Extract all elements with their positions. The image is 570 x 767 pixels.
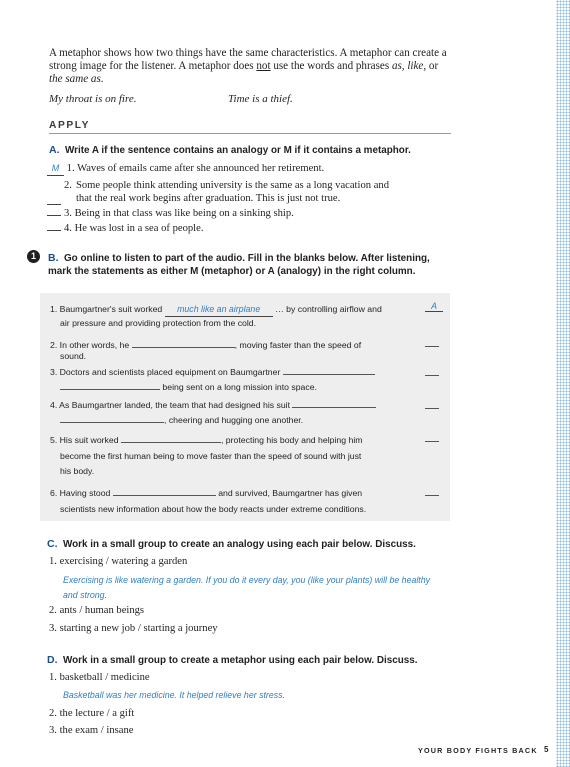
audio-track-icon[interactable]: 1 <box>27 250 40 263</box>
listening-item-2: 2. In other words, he , moving faster than the speed of <box>50 340 362 350</box>
analogy-pair-2: 2. ants / human beings <box>49 605 145 616</box>
fill-blank[interactable] <box>132 338 235 348</box>
page-number: 5 <box>544 745 549 754</box>
exercise-a-item-2: 2. Some people think attending university is the same as a long vacation and that the real work begins after graduation. This is just not true. <box>47 180 447 205</box>
exercise-a-item-1: M 1. Waves of emails came after she announced her retirement. <box>47 162 447 176</box>
listening-item-6-cont: scientists new information about how the body reacts under extreme conditions. <box>60 504 367 514</box>
section-c-instruction: C. Work in a small group to create an analogy using each pair below. Discuss. <box>47 538 416 550</box>
listening-item-3-cont: being sent on a long mission into space. <box>60 380 317 394</box>
mark-blank-4[interactable] <box>425 408 439 409</box>
listening-item-5-cont2: his body. <box>60 466 95 476</box>
listening-item-3: 3. Doctors and scientists placed equipment on Baumgartner <box>50 365 375 379</box>
listening-item-5-cont: become the first human being to move faster than the speed of sound with just <box>60 451 362 461</box>
exercise-a-item-4: 4. He was lost in a sea of people. <box>47 223 447 236</box>
mark-blank-3[interactable] <box>425 375 439 376</box>
analogy-example-answer: Exercising is like watering a garden. If you do it every day, you (like your plants) will be healthy and strong. <box>63 575 431 600</box>
mark-blank-1[interactable]: A <box>425 301 443 312</box>
fill-blank[interactable] <box>113 486 216 496</box>
answer-blank[interactable] <box>47 230 61 231</box>
section-d-instruction: D. Work in a small group to create a metaphor using each pair below. Discuss. <box>47 654 418 666</box>
intro-paragraph: A metaphor shows how two things have the same characteristics. A metaphor can create a strong image for the listener. A metaphor does not use the words and phrases as, like, or the same as. <box>49 47 447 85</box>
analogy-pair-3: 3. starting a new job / starting a journey <box>49 623 218 634</box>
running-footer-title: YOUR BODY FIGHTS BACK <box>418 746 538 755</box>
listening-item-1-cont: air pressure and providing protection from the cold. <box>60 318 257 328</box>
metaphor-pair-1: 1. basketball / medicine <box>49 672 150 683</box>
listening-item-1: 1. Baumgartner's suit worked much like an airplane … by controlling airflow and <box>50 302 382 317</box>
listening-item-4-cont: , cheering and hugging one another. <box>60 413 303 427</box>
metaphor-example-answer: Basketball was her medicine. It helped relieve her stress. <box>63 690 285 700</box>
analogy-pair-1: 1. exercising / watering a garden <box>49 556 188 567</box>
listening-item-5: 5. His suit worked , protecting his body and helping him <box>50 435 363 445</box>
fill-blank[interactable] <box>283 365 375 375</box>
fill-blank[interactable]: much like an airplane <box>165 302 273 317</box>
apply-divider <box>49 133 451 134</box>
answer-blank[interactable] <box>47 189 61 205</box>
margin-dot-pattern <box>556 0 570 767</box>
apply-heading: APPLY <box>49 120 91 131</box>
metaphor-pair-3: 3. the exam / insane <box>49 725 134 736</box>
mark-blank-6[interactable] <box>425 495 439 496</box>
exercise-a-item-3: 3. Being in that class was like being on a sinking ship. <box>47 208 447 221</box>
listening-item-4: 4. As Baumgartner landed, the team that had designed his suit <box>50 398 376 412</box>
mark-blank-5[interactable] <box>425 441 439 442</box>
fill-blank[interactable] <box>60 380 160 390</box>
fill-blank[interactable] <box>121 433 221 443</box>
section-b-instruction: B. Go online to listen to part of the audio. Fill in the blanks below. After listening, mark the statements as either M (metaphor) or A (analogy) in the right column. <box>48 252 430 277</box>
listening-item-2-cont: sound. <box>60 351 87 361</box>
answer-blank[interactable] <box>47 215 61 216</box>
listening-item-6: 6. Having stood and survived, Baumgartner has given <box>50 488 363 498</box>
fill-blank[interactable] <box>292 398 376 408</box>
answer-blank[interactable]: M <box>47 162 64 176</box>
example-metaphor-2: Time is a thief. <box>228 93 293 105</box>
example-metaphor-1: My throat is on fire. <box>49 93 137 105</box>
metaphor-pair-2: 2. the lecture / a gift <box>49 708 135 719</box>
mark-blank-2[interactable] <box>425 346 439 347</box>
section-a-instruction: A. Write A if the sentence contains an analogy or M if it contains a metaphor. <box>49 144 411 156</box>
fill-blank[interactable] <box>60 413 164 423</box>
